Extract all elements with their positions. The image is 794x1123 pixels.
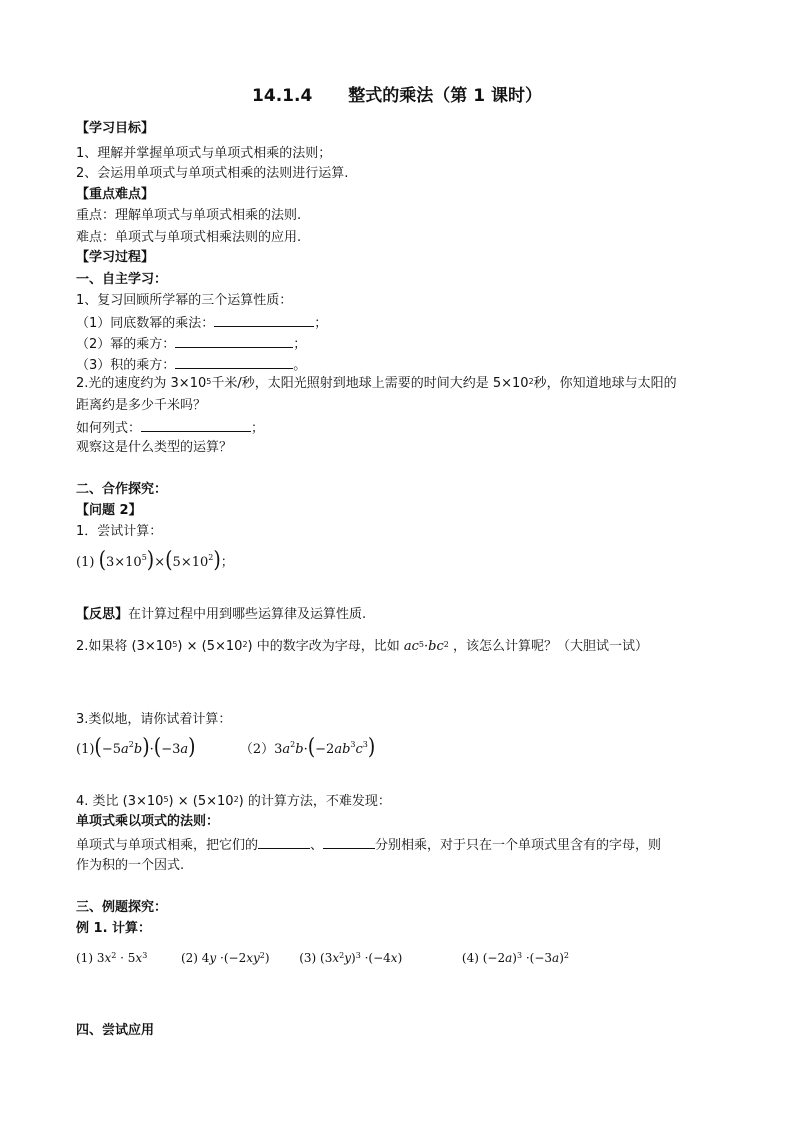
review-question: 1、复习回顾所学幂的三个运算性质：	[76, 293, 293, 308]
blank-line-1: （1）同底数幂的乘法： ；	[76, 313, 327, 333]
formula-blank-line: 如何列式： ；	[76, 418, 264, 438]
blank-line-2: （2）幂的乘方： ；	[76, 334, 306, 354]
section3-heading: 三、例题探究：	[76, 900, 168, 915]
analogous-calc-prompt: 3.类似地，请你试着计算：	[76, 712, 232, 727]
rule-heading: 单项式乘以项式的法则：	[76, 814, 220, 829]
lesson-number: 14.1.4	[252, 86, 313, 106]
key-points-heading: 【重点难点】	[76, 187, 155, 202]
light-speed-question-cont: 距离约是多少千米吗？	[76, 398, 207, 413]
example-expression: $ac^5\cdot bc^2$	[399, 639, 449, 654]
answer-blank[interactable]	[141, 418, 251, 432]
observe-question: 观察这是什么类型的运算？	[76, 440, 233, 455]
blank-line-3: （3）积的乘方： 。	[76, 355, 306, 375]
rule-line-2: 作为积的一个因式.	[76, 858, 185, 873]
answer-blank[interactable]	[258, 835, 310, 849]
example-heading: 例 1. 计算：	[76, 921, 152, 936]
objectives-heading: 【学习目标】	[76, 121, 155, 136]
page-title	[0, 87, 794, 105]
section2-heading: 二、合作探究：	[76, 482, 168, 497]
objective-item: 1、理解并掌握单项式与单项式相乘的法则；	[76, 146, 332, 161]
answer-blank[interactable]	[214, 313, 314, 327]
lesson-title: 整式的乘法（第 1 课时）	[348, 86, 542, 106]
analogy-question: 4. 类比 $(3\times 10^5) \times (5\times 10^2)$ 的计算方法，不难发现：	[76, 794, 391, 809]
light-speed-question: 2.光的速度约为 $3\times 10^5$千米/秒，太阳光照射到地球上需要的时间大约是 $5\times 10^2$秒，你知道地球与太阳的	[76, 376, 677, 391]
example-exercises: (1) $3x^2 \cdot 5x^3$ (2) $4y \cdot(-2xy^2)$ (3) $(3x^2y)^3 \cdot(-4x)$ (4) $(-2a)^3 \cdot(-3a)^2$	[76, 951, 569, 965]
difficulty-text: 难点：单项式与单项式相乘法则的应用.	[76, 230, 302, 245]
rule-line-1: 单项式与单项式相乘，把它们的 、 分别相乘，对于只在一个单项式里含有的字母，则	[76, 835, 661, 855]
letter-substitution-question: 2.如果将 $(3\times 10^5) \times (5\times 10^2)$ 中的数字改为字母，比如 $ac^5\cdot bc^2$ ，该怎么计算呢？（大胆试一试）	[76, 639, 649, 654]
answer-blank[interactable]	[323, 835, 375, 849]
calc-1: (1) $(3\times 10^5)\times(5\times 10^2)$；	[76, 546, 234, 574]
answer-blank[interactable]	[175, 334, 293, 348]
focus-text: 重点：理解单项式与单项式相乘的法则.	[76, 208, 302, 223]
reflect-line: 【反思】在计算过程中用到哪些运算律及运算性质.	[76, 607, 367, 622]
try-calc-prompt: 1．尝试计算：	[76, 524, 163, 539]
section4-heading: 四、尝试应用	[76, 1023, 155, 1038]
section1-heading: 一、自主学习：	[76, 272, 168, 287]
objective-item: 2、会运用单项式与单项式相乘的法则进行运算.	[76, 166, 349, 181]
process-heading: 【学习过程】	[76, 250, 155, 265]
problem-heading: 【问题 2】	[76, 503, 142, 518]
answer-blank[interactable]	[175, 355, 293, 369]
calc-3: $(1)(-5a^2b)\cdot(-3a)$ $(2)3a^2b\cdot(-2ab^3c^3)$	[76, 733, 376, 761]
